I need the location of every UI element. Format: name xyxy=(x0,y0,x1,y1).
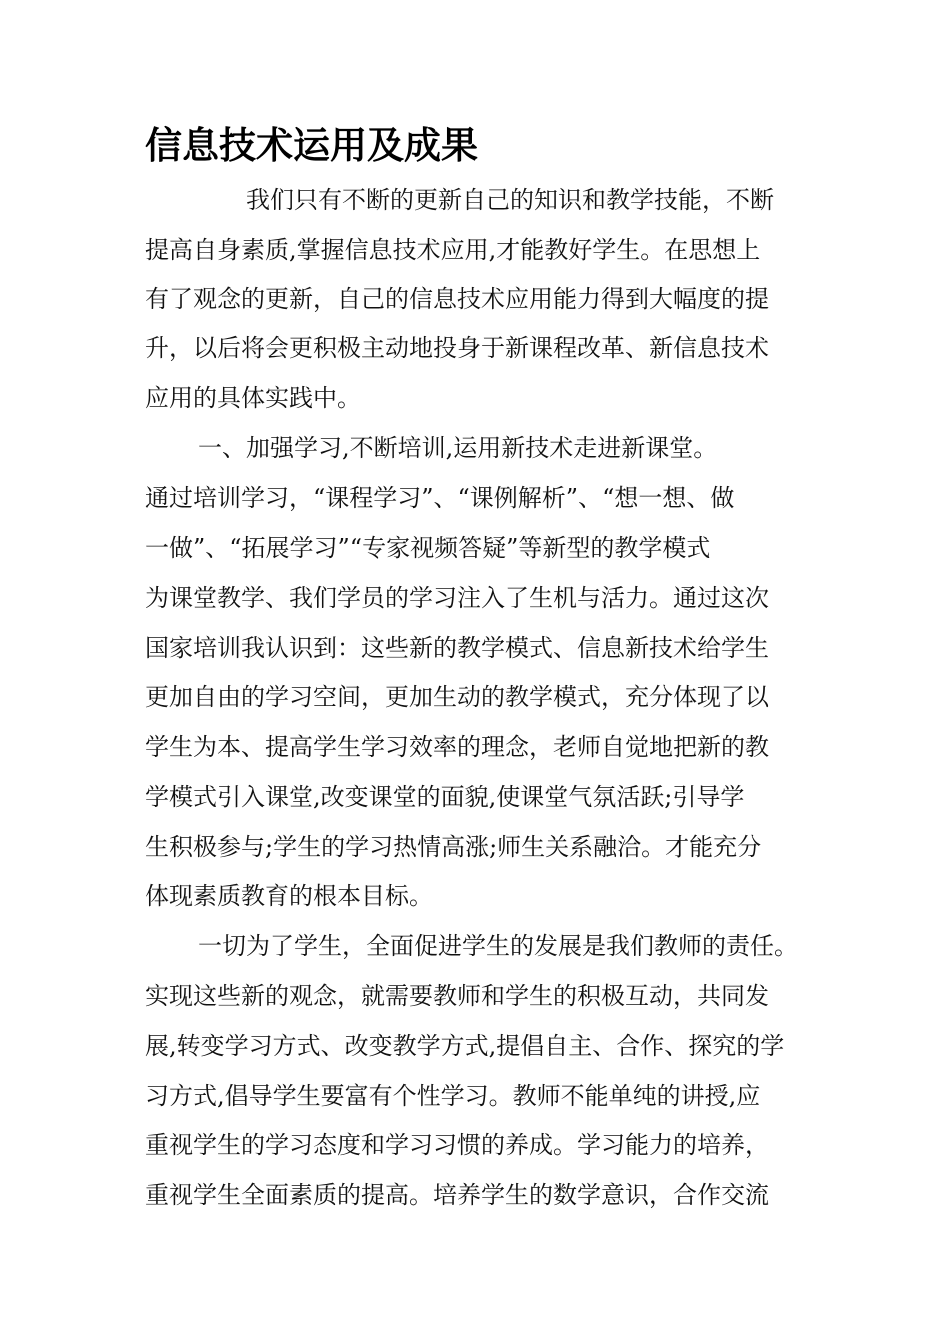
text-line: 我们只有不断的更新自己的知识和教学技能，不断 xyxy=(246,186,774,214)
text-line: 习方式,倡导学生要富有个性学习。教师不能单纯的讲授,应 xyxy=(145,1082,761,1110)
text-line: 学生为本、提高学生学习效率的理念，老师自觉地把新的教 xyxy=(145,733,769,761)
text-line: 通过培训学习，“课程学习”、“课例解析”、“想一想、做 xyxy=(145,484,735,512)
text-line: 一做”、“拓展学习”“专家视频答疑”等新型的教学模式 xyxy=(145,534,711,562)
section-heading: 一、加强学习,不断培训,运用新技术走进新课堂。 xyxy=(198,434,718,462)
text-line: 体现素质教育的根本目标。 xyxy=(145,882,433,910)
text-line: 更加自由的学习空间，更加生动的教学模式，充分体现了以 xyxy=(145,683,769,711)
text-line: 提高自身素质,掌握信息技术应用,才能教好学生。在思想上 xyxy=(145,236,761,264)
text-line: 为课堂教学、我们学员的学习注入了生机与活力。通过这次 xyxy=(145,584,769,612)
document-title: 信息技术运用及成果 xyxy=(145,124,478,167)
text-line: 国家培训我认识到：这些新的教学模式、信息新技术给学生 xyxy=(145,634,769,662)
text-line: 生积极参与;学生的学习热情高涨;师生关系融洽。才能充分 xyxy=(145,833,762,861)
text-line: 有了观念的更新，自己的信息技术应用能力得到大幅度的提 xyxy=(145,285,769,313)
text-line: 一切为了学生，全面促进学生的发展是我们教师的责任。 xyxy=(198,932,798,960)
text-line: 应用的具体实践中。 xyxy=(145,384,361,412)
text-line: 实现这些新的观念，就需要教师和学生的积极互动，共同发 xyxy=(145,982,769,1010)
text-line: 学模式引入课堂,改变课堂的面貌,使课堂气氛活跃;引导学 xyxy=(145,783,745,811)
text-line: 重视学生全面素质的提高。培养学生的数学意识，合作交流 xyxy=(145,1181,769,1209)
text-line: 展,转变学习方式、改变教学方式,提倡自主、合作、探究的学 xyxy=(145,1032,785,1060)
text-line: 升，以后将会更积极主动地投身于新课程改革、新信息技术 xyxy=(145,334,769,362)
text-line: 重视学生的学习态度和学习习惯的养成。学习能力的培养， xyxy=(145,1131,769,1159)
